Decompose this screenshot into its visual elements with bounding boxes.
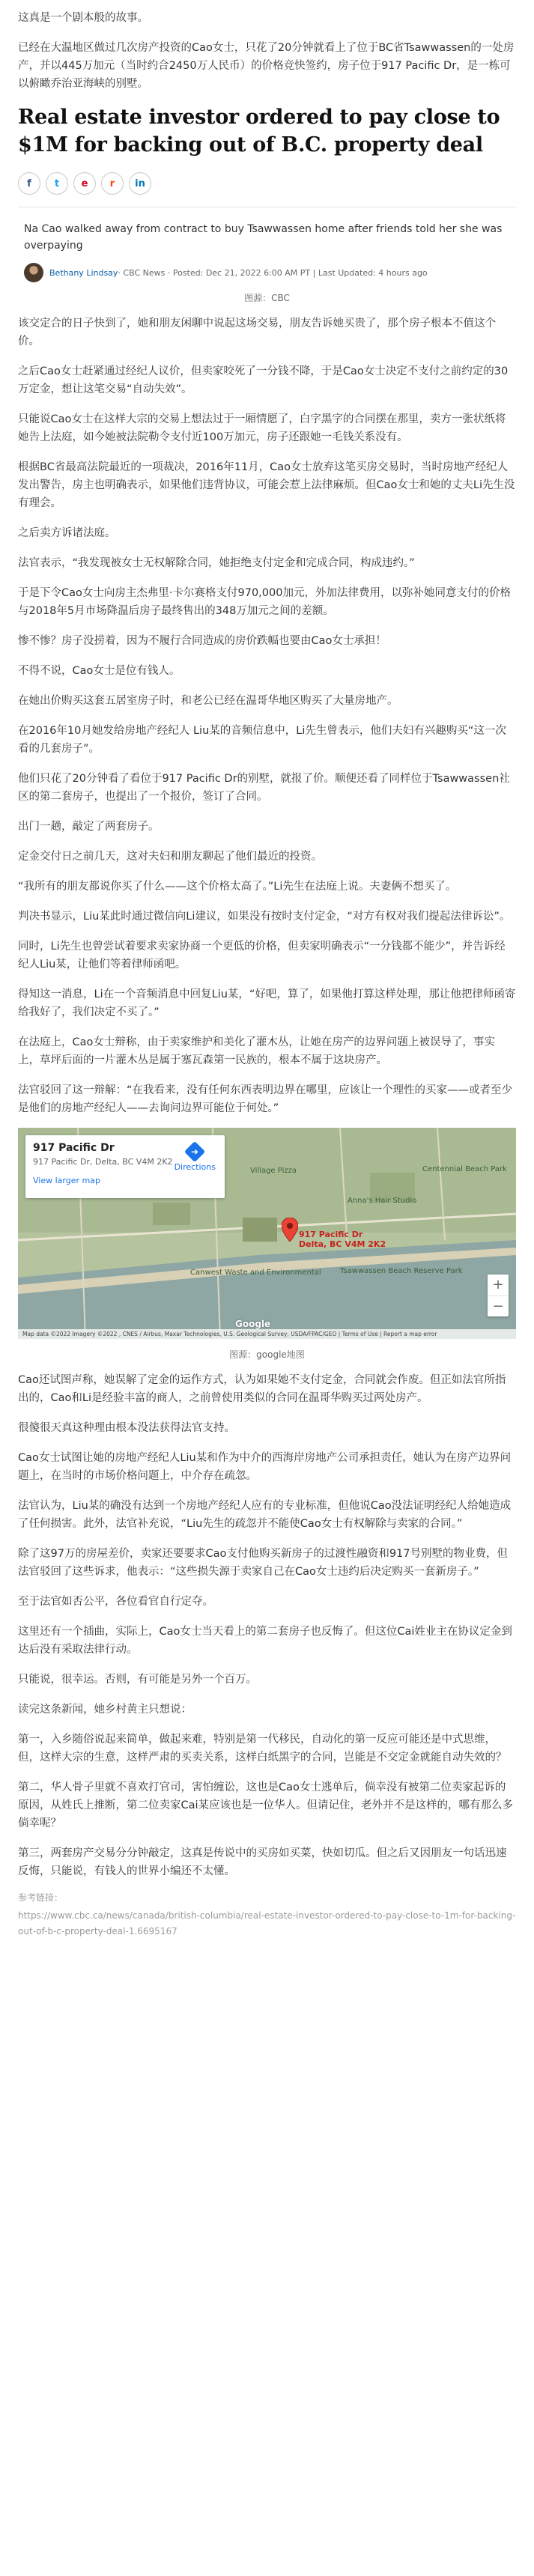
- body-paragraph: 在法庭上，Cao女士辩称，由于卖家维护和美化了灌木丛，让她在房产的边界问题上被误导了，事实上，草坪后面的一片灌木丛是属于塞瓦森第一民族的，根本不属于这块房产。: [18, 1036, 495, 1066]
- reference-block: [18, 1891, 516, 1939]
- map-pin-label-line-1: 917 Pacific Dr: [299, 1230, 363, 1239]
- paragraphs-part-a: [18, 315, 516, 1117]
- author-avatar: [24, 263, 43, 282]
- author-link[interactable]: Bethany Lindsay: [49, 267, 118, 278]
- directions-icon: ➜: [184, 1141, 205, 1162]
- body-paragraph: 于是下令Cao女士向房主杰弗里·卡尔赛格支付970,000加元，外加法律费用，以弥补她同意支付的价格与2018年5月市场降温后房子最终售出的348万加元之间的差额。: [18, 587, 511, 617]
- body-paragraph: 出门一趟，敲定了两套房子。: [18, 821, 160, 833]
- news-headline: Real estate investor ordered to pay close to $1M for backing out of B.C. property deal: [18, 106, 500, 157]
- map-pin-icon[interactable]: [282, 1218, 298, 1242]
- map-place-label: Canwest Waste and Environmental: [190, 1269, 321, 1277]
- body-paragraph: 第一，入乡随俗说起来简单，做起来难，特别是第一代移民，自动化的第一反应可能还是中式思维，但，这样大宗的生意，这样严肃的买卖关系，这样白纸黑字的合同，岂能是不交定金就能自动失效的？: [18, 1734, 507, 1764]
- map-place-label: Tsawwassen Beach Reserve Park: [340, 1267, 463, 1275]
- map-pin-label: [299, 1230, 386, 1249]
- body-paragraph: 判决书显示，Liu某此时通过微信向Li建议，如果没有按时支付定金，“对方有权对我们提起法律诉讼”。: [18, 911, 511, 923]
- map-pin-label-line-2: Delta, BC V4M 2K2: [299, 1239, 386, 1249]
- body-paragraph: 不得不说，Cao女士是位有钱人。: [18, 665, 180, 677]
- body-paragraph: 只能说，很幸运。否则，有可能是另外一个百万。: [18, 1674, 257, 1686]
- body-paragraph: 至于法官如否公平，各位看官自行定夺。: [18, 1596, 213, 1608]
- reference-label: 参考链接：: [18, 1892, 64, 1903]
- facebook-share-icon[interactable]: f: [18, 172, 40, 195]
- map-place-label: Village Pizza: [250, 1167, 297, 1175]
- map-place-name: 917 Pacific Dr: [33, 1142, 115, 1154]
- body-paragraph: 法官驳回了这一辩解：“在我看来，没有任何东西表明边界在哪里，应该让一个理性的买家——或者至少是他们的房地产经纪人——去询问边界可能位于何处。”: [18, 1084, 513, 1114]
- linkedin-share-icon[interactable]: in: [129, 172, 151, 195]
- post-meta: · CBC News · Posted: Dec 21, 2022 6:00 AM PT | Last Updated: 4 hours ago: [118, 267, 428, 278]
- body-paragraph: 法官表示，“我发现被女士无权解除合同，她拒绝支付定金和完成合同，构成违约。”: [18, 557, 415, 569]
- body-paragraph: 很傻很天真这种理由根本没法获得法官支持。: [18, 1422, 235, 1434]
- body-paragraph: “我所有的朋友都说你买了什么——这个价格太高了。”Li先生在法庭上说。夫妻俩不想买了。: [18, 881, 457, 893]
- directions-label: Directions: [174, 1162, 216, 1172]
- body-paragraph: 他们只花了20分钟看了看位于917 Pacific Dr的别墅，就报了价。顺便还看了同样位于Tsawwassen社区的第二套房子，也提出了一个报价，签订了合同。: [18, 773, 510, 803]
- body-paragraph: 在2016年10月她发给房地产经纪人 Liu某的音频信息中，Li先生曾表示，他们夫妇有兴趣购买“这一次看的几套房子”。: [18, 725, 506, 755]
- map-info-card: [25, 1135, 225, 1198]
- body-paragraph: 除了这97万的房屋差价，卖家还要要求Cao支付他购买新房子的过渡性融资和917号别墅的物业费，但法官驳回了这些诉求，他表示：“这些损失源于卖家自己在Cao女士违约后决定购买一套新房子。”: [18, 1548, 509, 1578]
- body-paragraph: 这里还有一个插曲，实际上，Cao女士当天看上的第二套房子也反悔了。但这位Cai姓业主在协议定金到达后没有采取法律行动。: [18, 1626, 512, 1656]
- reference-link[interactable]: https://www.cbc.ca/news/canada/british-columbia/real-estate-investor-ordered-to-pay-close-to-1m-for-backing-out-of-b-c-property-deal-1.6695167: [18, 1910, 516, 1936]
- body-paragraph: 之后Cao女士赶紧通过经纪人议价，但卖家咬死了一分钱不降，于是Cao女士决定不支付之前约定的30万定金，想让这笔交易“自动失效”。: [18, 365, 509, 395]
- zoom-in-button[interactable]: +: [492, 1277, 504, 1292]
- share-bar: [18, 172, 516, 195]
- paragraphs-part-b: [18, 1371, 516, 1880]
- email-share-icon[interactable]: e: [73, 172, 96, 195]
- body-paragraph: 惨不惨？房子没捞着，因为不履行合同造成的房价跌幅也要由Cao女士承担！: [18, 635, 386, 647]
- body-paragraph: 法官认为，Liu某的确没有达到一个房地产经纪人应有的专业标准，但他说Cao没法证明经纪人给她造成了任何损害。此外，法官补充说，“Liu先生的疏忽并不能使Cao女士有权解除与卖家的合同。”: [18, 1500, 512, 1530]
- map-place-label: Centennial Beach Park: [422, 1165, 507, 1173]
- body-paragraph: 定金交付日之前几天，这对夫妇和朋友聊起了他们最近的投资。: [18, 851, 322, 863]
- body-paragraph: 之后卖方诉诸法庭。: [18, 527, 116, 539]
- map-attribution[interactable]: Map data ©2022 Imagery ©2022 , CNES / Airbus, Maxar Technologies, U.S. Geological Survey, USDA/FPAC/GEO | Terms of Use | Report a map error: [18, 1329, 516, 1339]
- image-caption-cbc: 图源：CBC: [244, 293, 290, 303]
- body-paragraph: 只能说Cao女士在这样大宗的交易上想法过于一厢情愿了，白字黑字的合同摆在那里，卖方一张状纸将她告上法庭，如今她被法院勒令支付近100万加元，房子还跟她一毛钱关系没有。: [18, 413, 506, 443]
- body-paragraph: Cao女士试图让她的房地产经纪人Liu某和作为中介的西海岸房地产公司承担责任，她认为在房产边界问题上，在当时的市场价格问题上，中介存在疏忽。: [18, 1452, 512, 1482]
- lead-paragraph: 已经在大温地区做过几次房产投资的Cao女士，只花了20分钟就看上了位于BC省Tsawwassen的一处房产，并以445万加元（当时约合2450万人民币）的价格竞快签约，房子位于917 Pacific Dr，是一栋可以俯瞰乔治亚海峡的别墅。: [18, 42, 515, 90]
- news-dek: Na Cao walked away from contract to buy Tsawwassen home after friends told her she was overpaying: [24, 223, 503, 252]
- map-zoom-control: [488, 1275, 509, 1316]
- zoom-out-button[interactable]: −: [488, 1295, 509, 1316]
- body-paragraph: 根据BC省最高法院最近的一项裁决，2016年11月，Cao女士放弃这笔买房交易时，当时房地产经纪人发出警告，房主也明确表示，如果他们违背协议，可能会惹上法律麻烦。但Cao女士和她的丈夫Li先生没有理会。: [18, 461, 515, 509]
- embedded-map[interactable]: [18, 1128, 516, 1339]
- view-larger-map-link[interactable]: View larger map: [33, 1176, 100, 1185]
- body-paragraph: Cao还试图声称，她误解了定金的运作方式，认为如果她不支付定金，合同就会作废。但正如法官所指出的，Cao和Li是经验丰富的商人，之前曾使用类似的合同在温哥华购买过两处房产。: [18, 1374, 506, 1404]
- directions-button[interactable]: [175, 1144, 216, 1172]
- reddit-share-icon[interactable]: r: [101, 172, 124, 195]
- body-paragraph: 第三，两套房产交易分分钟敲定，这真是传说中的买房如买菜，快如切瓜。但之后又因朋友一句话迅速反悔，只能说，有钱人的世界小编还不太懂。: [18, 1847, 507, 1877]
- intro-paragraph: 这真是一个剧本般的故事。: [18, 12, 148, 24]
- twitter-share-icon[interactable]: t: [46, 172, 68, 195]
- body-paragraph: 在她出价购买这套五居室房子时，和老公已经在温哥华地区购买了大量房地产。: [18, 695, 398, 707]
- news-screenshot-card: [18, 103, 516, 282]
- body-paragraph: 得知这一消息，Li在一个音频消息中回复Liu某，“好吧，算了，如果他打算这样处理，那让他把律师函寄给我好了，我们决定不买了。”: [18, 988, 516, 1018]
- body-paragraph: 第二，华人骨子里就不喜欢打官司，害怕缠讼，这也是Cao女士逃单后，倘幸没有被第二位卖家起诉的原因，从姓氏上推断，第二位卖家Cai某应该也是一位华人。但请记住，老外并不是这样的，哪有那么多倘幸呢？: [18, 1781, 514, 1829]
- body-paragraph: 读完这条新闻，她乡村黄主只想说：: [18, 1704, 192, 1716]
- body-paragraph: 该交定合的日子快到了，她和朋友闲聊中说起这场交易，朋友告诉她买贵了，那个房子根本不值这个价。: [18, 318, 496, 347]
- google-logo: Google: [235, 1319, 271, 1329]
- body-paragraph: 同时，Li先生也曾尝试着要求卖家协商一个更低的价格，但卖家明确表示“一分钱都不能少”，并告诉经纪人Liu某，让他们等着律师函吧。: [18, 941, 506, 970]
- image-caption-google: 图源：google地图: [229, 1349, 305, 1360]
- map-address: 917 Pacific Dr, Delta, BC V4M 2K2: [33, 1157, 173, 1167]
- news-byline: [18, 263, 516, 282]
- map-place-label: Anna's Hair Studio: [348, 1197, 417, 1205]
